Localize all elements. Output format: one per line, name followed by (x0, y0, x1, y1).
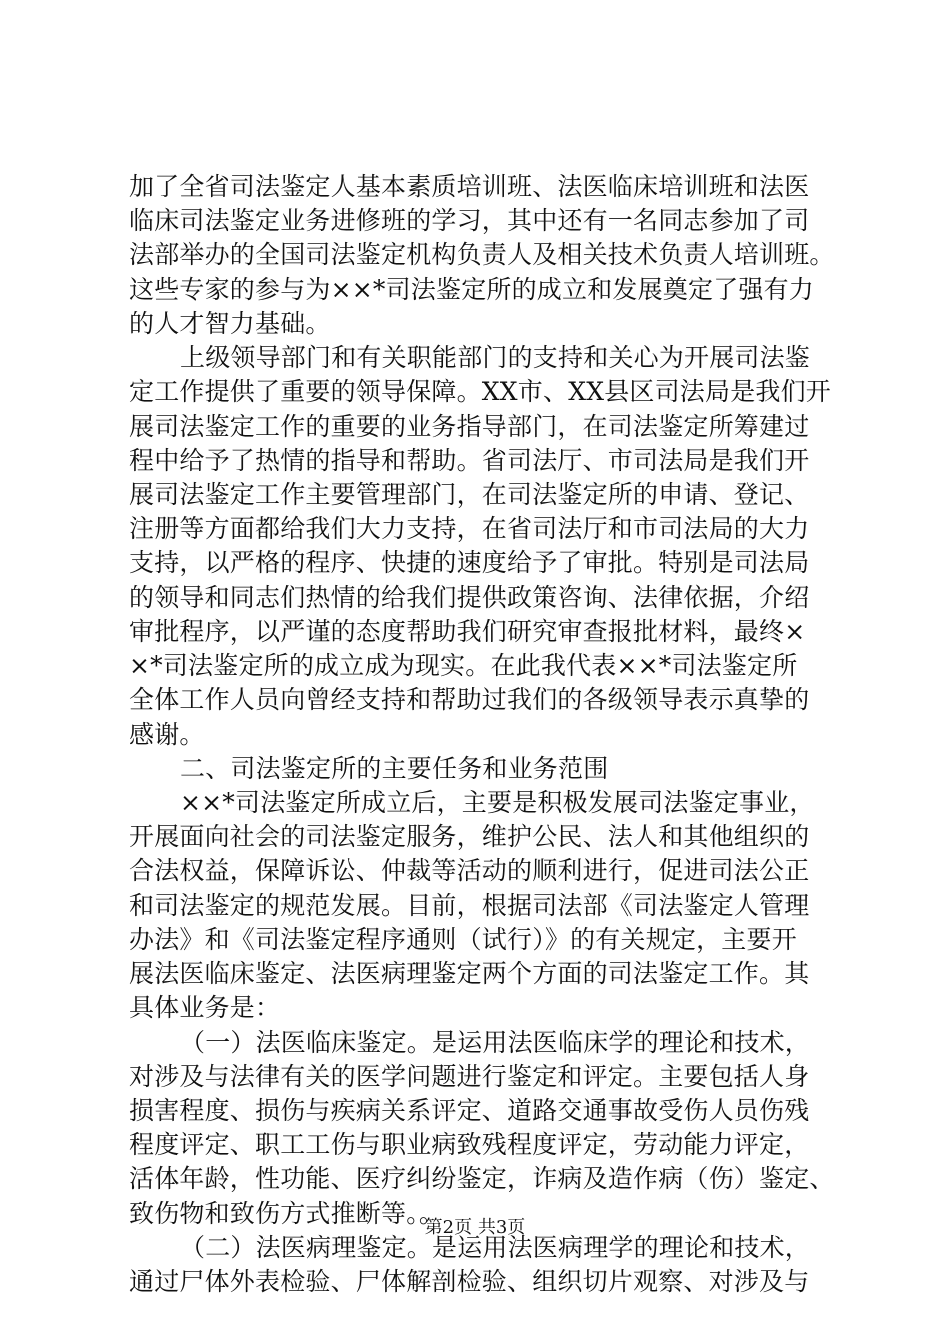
text-line: 注册等方面都给我们大力支持，在省司法厅和市司法局的大力 (129, 514, 810, 544)
text-line: 定工作提供了重要的领导保障。XX市、XX县区司法局是我们开 (129, 377, 831, 407)
text-line: 展法医临床鉴定、法医病理鉴定两个方面的司法鉴定工作。其 (129, 959, 810, 989)
text-line: 二、司法鉴定所的主要任务和业务范围 (180, 753, 609, 783)
text-line: 支持，以严格的程序、快捷的速度给予了审批。特别是司法局 (129, 548, 810, 578)
page-footer: 第2页 共3页 (424, 1217, 526, 1238)
text-line: 审批程序，以严谨的态度帮助我们研究审查报批材料，最终× (129, 616, 806, 646)
text-line: 致伤物和致伤方式推断等。。 (129, 1198, 445, 1228)
text-line: 展司法鉴定工作主要管理部门，在司法鉴定所的申请、登记、 (129, 480, 810, 509)
text-line: 上级领导部门和有关职能部门的支持和关心为开展司法鉴 (180, 343, 811, 373)
text-line: 具体业务是： (129, 993, 281, 1023)
text-line: 法部举办的全国司法鉴定机构负责人及相关技术负责人培训班。 (129, 240, 835, 270)
text-line: 程中给予了热情的指导和帮助。省司法厅、市司法局是我们开 (129, 445, 810, 475)
text-line: 对涉及与法律有关的医学问题进行鉴定和评定。主要包括人身 (129, 1061, 810, 1091)
text-line: 活体年龄，性功能、医疗纠纷鉴定，诈病及造作病（伤）鉴定、 (129, 1164, 835, 1194)
text-line: 的领导和同志们热情的给我们提供政策咨询、法律依据，介绍 (129, 582, 810, 612)
text-line: 合法权益，保障诉讼、仲裁等活动的顺利进行，促进司法公正 (129, 856, 810, 886)
text-line: 的人才智力基础。 (129, 308, 331, 338)
text-line: 通过尸体外表检验、尸体解剖检验、组织切片观察、对涉及与 (129, 1267, 810, 1296)
text-line: 办法》和《司法鉴定程序通则（试行）》的有关规定，主要开 (129, 924, 797, 954)
text-line: 全体工作人员向曾经支持和帮助过我们的各级领导表示真挚的 (129, 685, 810, 715)
text-line: ×*司法鉴定所的成立成为现实。在此我代表××*司法鉴定所 (129, 651, 798, 681)
text-line: （二）法医病理鉴定。是运用法医病理学的理论和技术， (180, 1232, 811, 1262)
text-line: 和司法鉴定的规范发展。目前，根据司法部《司法鉴定人管理 (129, 890, 810, 920)
text-line: 感谢。 (129, 719, 205, 749)
text-line: 展司法鉴定工作的重要的业务指导部门，在司法鉴定所筹建过 (129, 411, 810, 441)
text-line: 临床司法鉴定业务进修班的学习，其中还有一名同志参加了司 (129, 206, 810, 236)
text-line: ××*司法鉴定所成立后，主要是积极发展司法鉴定事业， (180, 788, 815, 817)
text-line: 损害程度、损伤与疾病关系评定、道路交通事故受伤人员伤残 (129, 1095, 810, 1125)
text-line: 加了全省司法鉴定人基本素质培训班、法医临床培训班和法医 (129, 172, 810, 201)
text-line: （一）法医临床鉴定。是运用法医临床学的理论和技术， (180, 1027, 811, 1057)
text-line: 这些专家的参与为××*司法鉴定所的成立和发展奠定了强有力 (129, 274, 814, 304)
text-line: 开展面向社会的司法鉴定服务，维护公民、法人和其他组织的 (129, 822, 810, 852)
text-line: 程度评定、职工工伤与职业病致残程度评定，劳动能力评定， (129, 1130, 810, 1160)
